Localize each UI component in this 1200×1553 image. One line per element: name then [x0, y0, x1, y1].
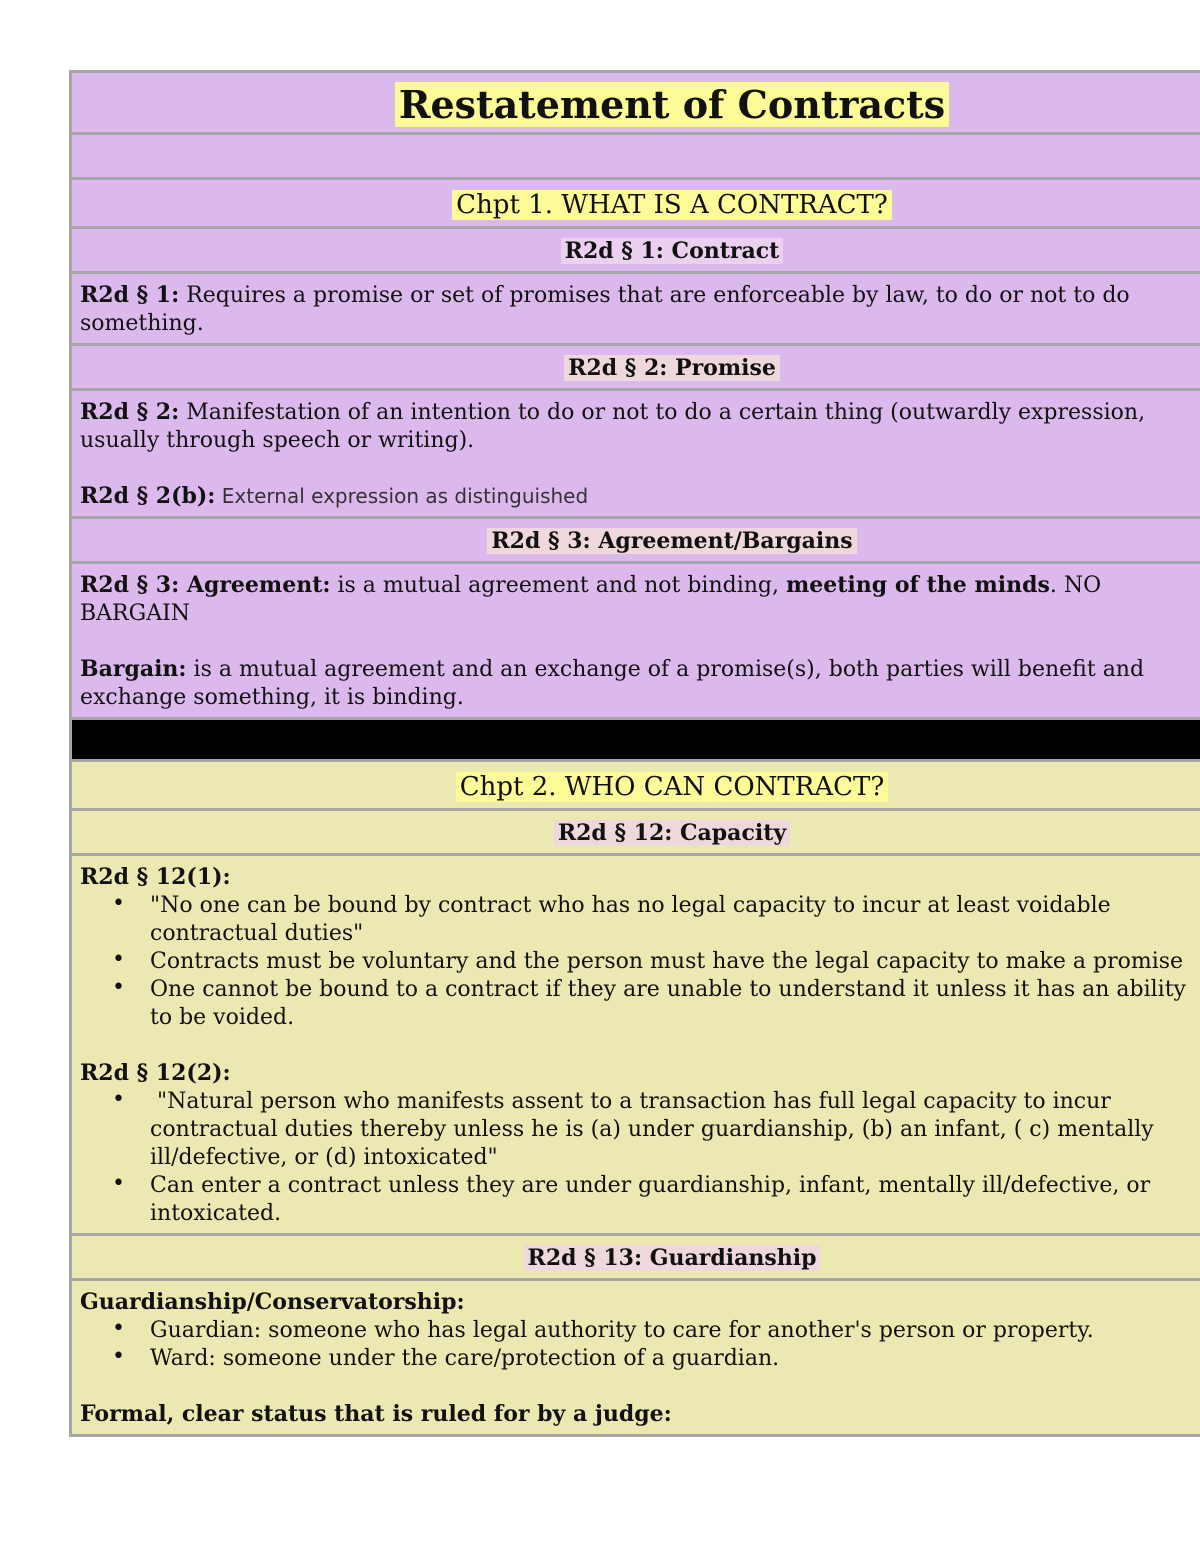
paragraph-text: Requires a promise or set of promises that are enforceable by law, to do or not to do something.: [80, 283, 1130, 336]
section-13-heading-row: [72, 1236, 1200, 1281]
block-label: [80, 863, 1194, 892]
closing-line: [80, 1400, 1194, 1429]
paragraph-label: Guardianship/Conservatorship:: [80, 1289, 465, 1315]
list-item: • Guardian: someone who has legal authority to care for another's person or property.: [150, 1317, 1194, 1345]
list-item: • "No one can be bound by contract who has no legal capacity to incur at least voidable contractual duties": [150, 892, 1194, 948]
section-12-body: [72, 856, 1200, 1236]
bullet-list: [80, 1088, 1194, 1228]
empty-row: [72, 135, 1200, 180]
chapter-1-heading-row: [72, 180, 1200, 229]
chapter-separator: [72, 720, 1200, 762]
section-3-heading-row: [72, 519, 1200, 564]
block-label: [80, 1288, 1194, 1317]
section-12-heading-row: [72, 811, 1200, 856]
section-1-body: [72, 274, 1200, 346]
chapter-2-heading: Chpt 2. WHO CAN CONTRACT?: [456, 772, 889, 802]
paragraph-text: . NO BARGAIN: [80, 573, 1102, 626]
section-2-body: [72, 391, 1200, 519]
section-3-body: [72, 564, 1200, 720]
list-item: • One cannot be bound to a contract if they are unable to understand it unless it has an ability to be voided.: [150, 976, 1194, 1032]
list-item: • Ward: someone under the care/protection of a guardian.: [150, 1345, 1194, 1373]
paragraph: [80, 281, 1194, 338]
paragraph-label: Formal, clear status that is ruled for by a judge:: [80, 1401, 672, 1427]
paragraph-text: is a mutual agreement and not binding,: [330, 573, 786, 598]
paragraph-label: R2d § 1:: [80, 282, 180, 308]
bullet-list: [80, 892, 1194, 1032]
list-item: • Can enter a contract unless they are under guardianship, infant, mentally ill/defective, or intoxicated.: [150, 1172, 1194, 1228]
section-13-heading: R2d § 13: Guardianship: [524, 1245, 821, 1271]
paragraph-label: R2d § 3: Agreement:: [80, 572, 331, 598]
section-1-heading: R2d § 1: Contract: [561, 238, 784, 264]
paragraph-label: R2d § 2:: [80, 399, 180, 425]
bullet-list: [80, 1317, 1194, 1373]
block-label: [80, 1059, 1194, 1088]
paragraph-text: External expression as distinguished: [215, 484, 589, 508]
paragraph: [80, 655, 1194, 712]
paragraph-label: R2d § 2(b):: [80, 483, 216, 509]
paragraph-text: is a mutual agreement and an exchange of a promise(s), both parties will benefit and exchange something, it is binding.: [80, 657, 1145, 710]
section-13-body: [72, 1281, 1200, 1437]
list-item: • "Natural person who manifests assent to a transaction has full legal capacity to incur contractual duties thereby unless he is (a) under guardianship, (b) an infant, ( c) mentally ill/defective, or (d) intoxicated": [150, 1088, 1194, 1172]
paragraph-text: Manifestation of an intention to do or not to do a certain thing (outwardly expression, usually through speech or writing).: [80, 400, 1146, 453]
document-title: Restatement of Contracts: [395, 82, 949, 127]
chapter-2-heading-row: [72, 762, 1200, 811]
paragraph-label: R2d § 12(1):: [80, 864, 231, 890]
chapter-1-heading: Chpt 1. WHAT IS A CONTRACT?: [452, 190, 892, 220]
section-1-heading-row: [72, 229, 1200, 274]
paragraph: [80, 398, 1194, 455]
list-item: • Contracts must be voluntary and the person must have the legal capacity to make a promise: [150, 948, 1194, 976]
paragraph-label: R2d § 12(2):: [80, 1060, 231, 1086]
section-2-heading-row: [72, 346, 1200, 391]
paragraph: [80, 482, 1194, 511]
paragraph-label: Bargain:: [80, 656, 187, 682]
document-title-row: [72, 73, 1200, 135]
section-3-heading: R2d § 3: Agreement/Bargains: [487, 528, 856, 554]
document-table: [69, 70, 1200, 1437]
paragraph-bold-text: meeting of the minds: [786, 572, 1050, 598]
paragraph: [80, 571, 1194, 628]
section-12-heading: R2d § 12: Capacity: [554, 820, 790, 846]
section-2-heading: R2d § 2: Promise: [564, 355, 780, 381]
